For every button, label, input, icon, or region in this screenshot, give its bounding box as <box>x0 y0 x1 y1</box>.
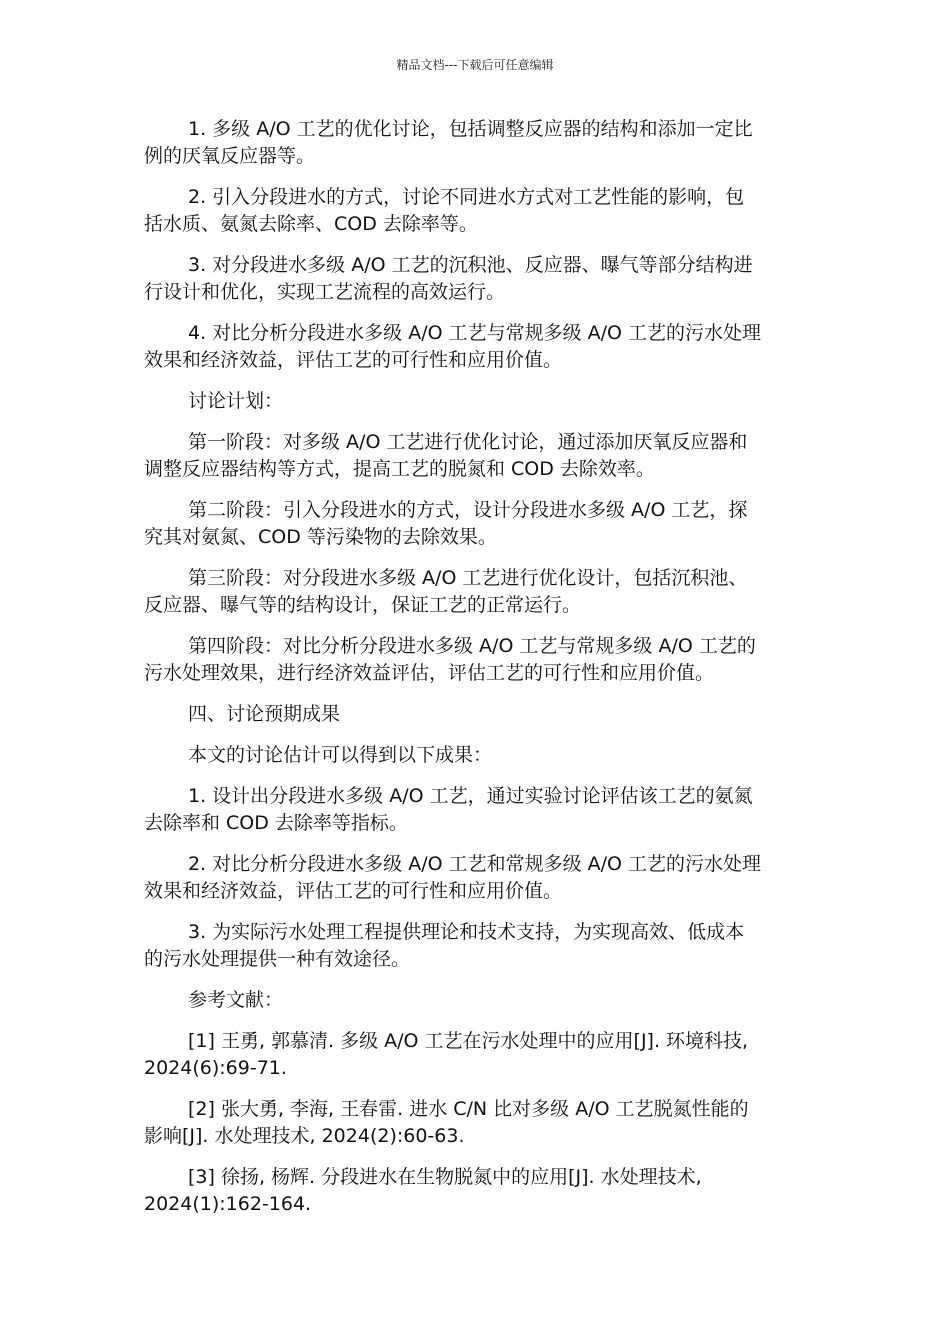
paragraph-phase-2: 第二阶段：引入分段进水的方式，设计分段进水多级 A/O 工艺，探 究其对氨氮、COD 等污染物的去除效果。 <box>144 499 748 548</box>
section-heading-results: 四、讨论预期成果 <box>188 703 341 725</box>
paragraph-results-intro: 本文的讨论估计可以得到以下成果： <box>188 744 493 766</box>
reference-2: [2] 张大勇, 李海, 王春雷. 进水 C/N 比对多级 A/O 工艺脱氮性能的 影响[J]. 水处理技术, 2024(2):60-63. <box>144 1098 749 1147</box>
paragraph-objective-1: 1. 多级 A/O 工艺的优化讨论，包括调整反应器的结构和添加一定比 例的厌氧反应器等。 <box>144 118 753 167</box>
paragraph-phase-1: 第一阶段：对多级 A/O 工艺进行优化讨论，通过添加厌氧反应器和 调整反应器结构等方式，提高工艺的脱氮和 COD 去除效率。 <box>144 431 748 480</box>
reference-1: [1] 王勇, 郭慕清. 多级 A/O 工艺在污水处理中的应用[J]. 环境科技, 2024(6):69-71. <box>144 1030 749 1079</box>
paragraph-result-2: 2. 对比分析分段进水多级 A/O 工艺和常规多级 A/O 工艺的污水处理 效果和经济效益，评估工艺的可行性和应用价值。 <box>144 853 762 902</box>
section-heading-references: 参考文献： <box>188 989 284 1011</box>
paragraph-phase-4: 第四阶段：对比分析分段进水多级 A/O 工艺与常规多级 A/O 工艺的 污水处理效果，进行经济效益评估，评估工艺的可行性和应用价值。 <box>144 635 756 684</box>
page-header: 精品文档---下载后可任意编辑 <box>396 58 554 72</box>
paragraph-phase-3: 第三阶段：对分段进水多级 A/O 工艺进行优化设计，包括沉积池、 反应器、曝气等的结构设计，保证工艺的正常运行。 <box>144 567 748 616</box>
paragraph-result-3: 3. 为实际污水处理工程提供理论和技术支持，为实现高效、低成本 的污水处理提供一种有效途径。 <box>144 921 745 970</box>
document-body <box>144 116 808 1232</box>
reference-3: [3] 徐扬, 杨辉. 分段进水在生物脱氮中的应用[J]. 水处理技术, 2024(1):162-164. <box>144 1166 702 1215</box>
paragraph-objective-2: 2. 引入分段进水的方式，讨论不同进水方式对工艺性能的影响，包 括水质、氨氮去除率、COD 去除率等。 <box>144 186 745 235</box>
section-heading-plan: 讨论计划： <box>188 390 284 412</box>
paragraph-objective-3: 3. 对分段进水多级 A/O 工艺的沉积池、反应器、曝气等部分结构进 行设计和优化，实现工艺流程的高效运行。 <box>144 254 753 303</box>
paragraph-result-1: 1. 设计出分段进水多级 A/O 工艺，通过实验讨论评估该工艺的氨氮 去除率和 COD 去除率等指标。 <box>144 785 753 834</box>
paragraph-objective-4: 4. 对比分析分段进水多级 A/O 工艺与常规多级 A/O 工艺的污水处理 效果和经济效益，评估工艺的可行性和应用价值。 <box>144 322 762 371</box>
